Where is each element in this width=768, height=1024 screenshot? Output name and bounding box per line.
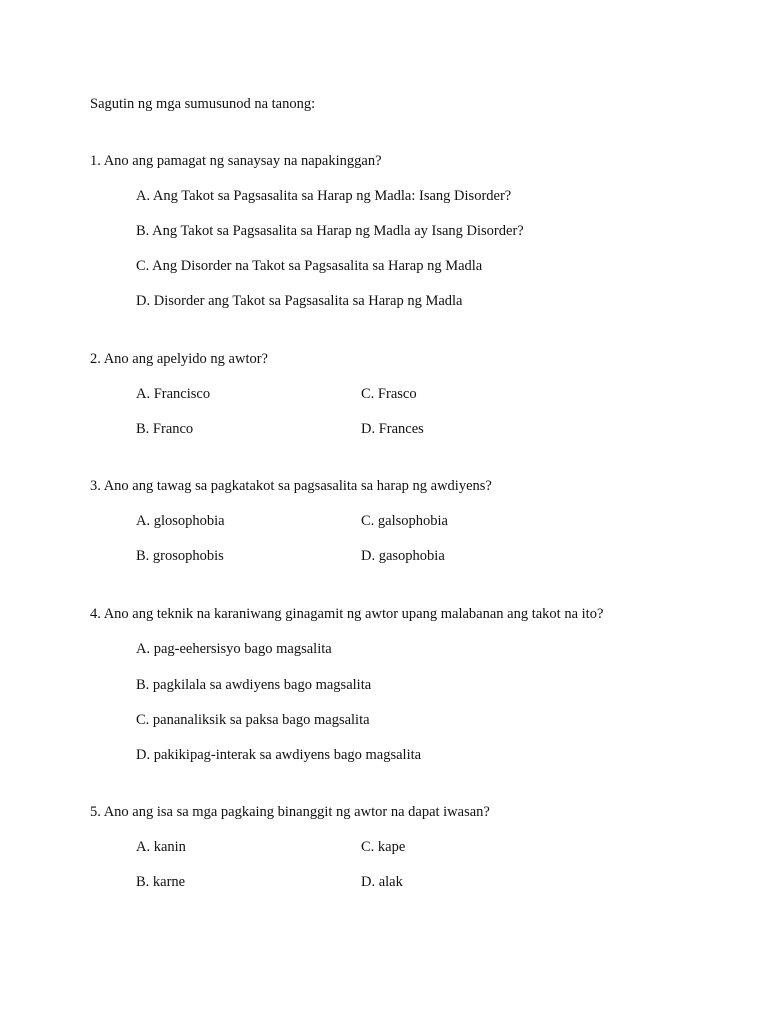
q5-option-a: A. kanin bbox=[136, 839, 186, 855]
q1-option-c: C. Ang Disorder na Takot sa Pagsasalita sa Harap ng Madla bbox=[136, 258, 483, 274]
q5-option-c: C. kape bbox=[361, 839, 406, 855]
question-2: 2. Ano ang apelyido ng awtor? bbox=[90, 351, 268, 367]
q2-option-b: B. Franco bbox=[136, 421, 194, 437]
q3-option-d: D. gasophobia bbox=[361, 548, 445, 564]
q2-option-c: C. Frasco bbox=[361, 386, 417, 402]
instructions: Sagutin ng mga sumusunod na tanong: bbox=[90, 96, 316, 112]
q2-option-a: A. Francisco bbox=[136, 386, 211, 402]
q1-option-b: B. Ang Takot sa Pagsasalita sa Harap ng Madla ay Isang Disorder? bbox=[136, 223, 524, 239]
question-5: 5. Ano ang isa sa mga pagkaing binanggit ng awtor na dapat iwasan? bbox=[90, 804, 490, 820]
q2-option-d: D. Frances bbox=[361, 421, 424, 437]
q4-option-b: B. pagkilala sa awdiyens bago magsalita bbox=[136, 677, 372, 693]
q5-option-d: D. alak bbox=[361, 874, 403, 890]
question-1: 1. Ano ang pamagat ng sanaysay na napakinggan? bbox=[90, 153, 382, 169]
q1-option-a: A. Ang Takot sa Pagsasalita sa Harap ng Madla: Isang Disorder? bbox=[136, 188, 512, 204]
q4-option-c: C. pananaliksik sa paksa bago magsalita bbox=[136, 712, 370, 728]
q3-option-b: B. grosophobis bbox=[136, 548, 224, 564]
q4-option-a: A. pag-eehersisyo bago magsalita bbox=[136, 641, 332, 657]
q4-option-d: D. pakikipag-interak sa awdiyens bago magsalita bbox=[136, 747, 422, 763]
q5-option-b: B. karne bbox=[136, 874, 186, 890]
q1-option-d: D. Disorder ang Takot sa Pagsasalita sa Harap ng Madla bbox=[136, 293, 463, 309]
q3-option-a: A. glosophobia bbox=[136, 513, 225, 529]
question-3: 3. Ano ang tawag sa pagkatakot sa pagsasalita sa harap ng awdiyens? bbox=[90, 478, 492, 494]
q3-option-c: C. galsophobia bbox=[361, 513, 448, 529]
question-4: 4. Ano ang teknik na karaniwang ginagamit ng awtor upang malabanan ang takot na ito? bbox=[90, 606, 604, 622]
